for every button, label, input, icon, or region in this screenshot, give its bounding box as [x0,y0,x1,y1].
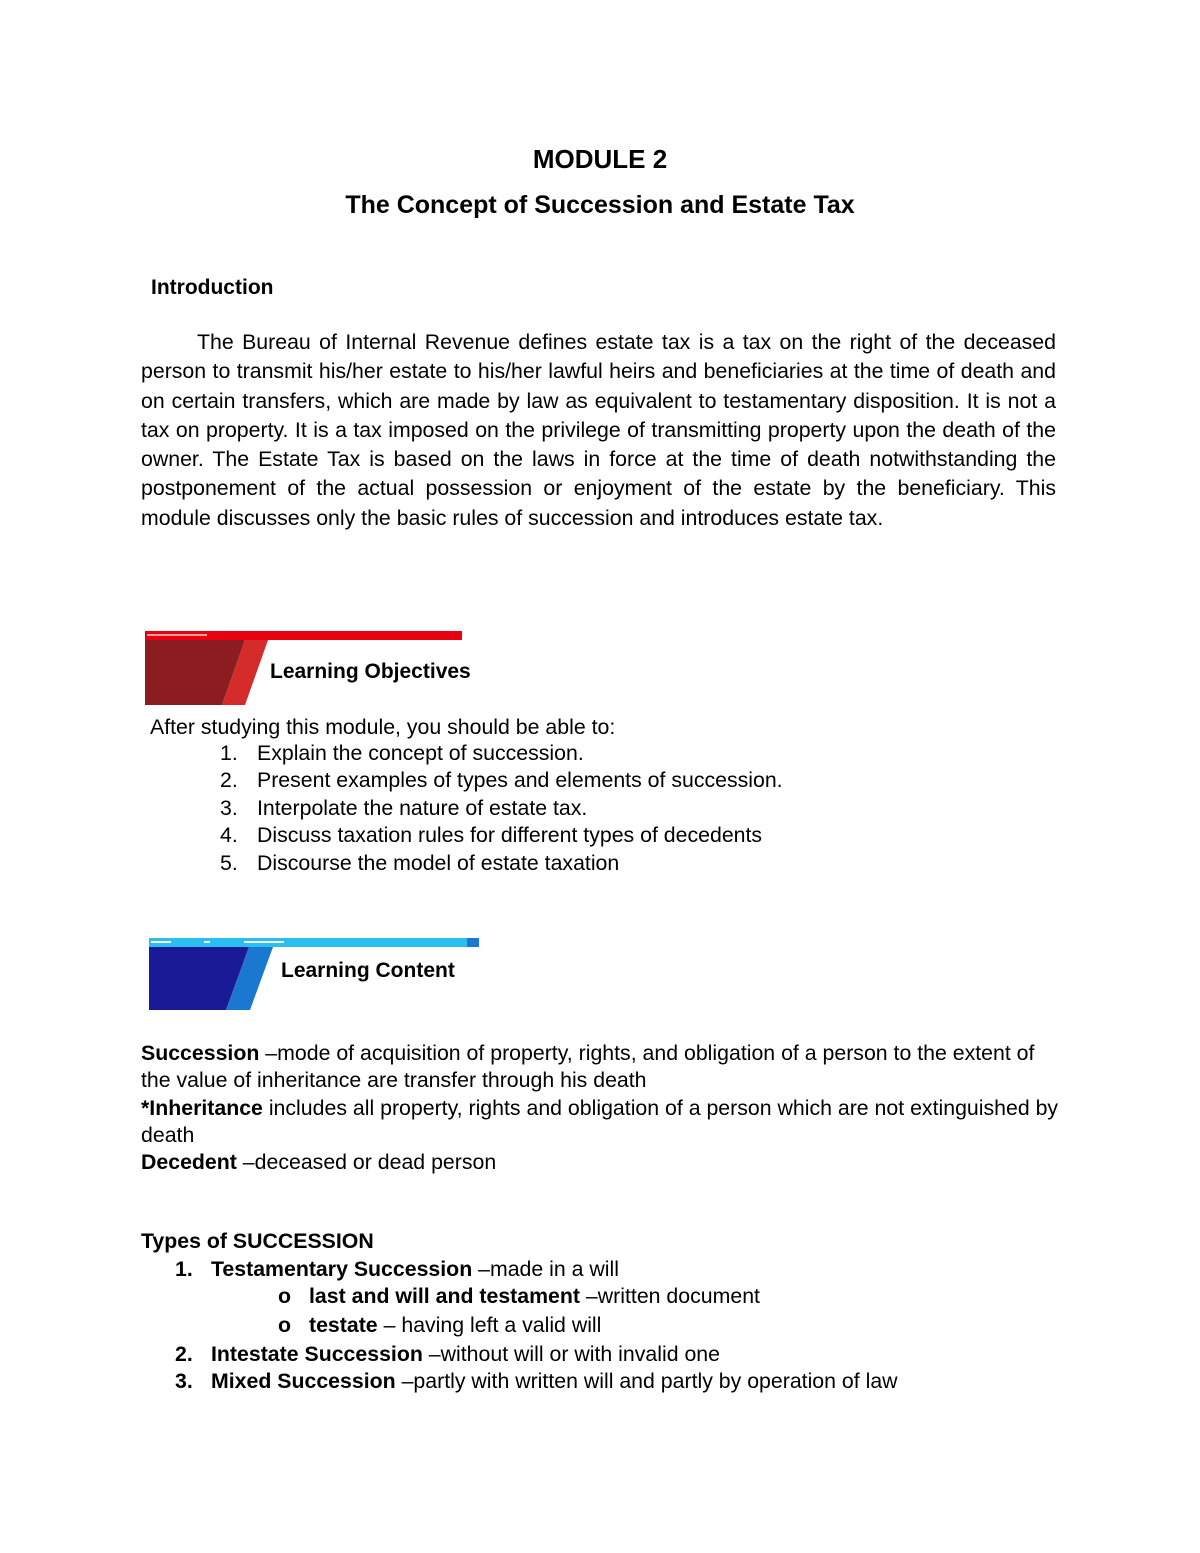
banner-top-bar [149,938,479,947]
objective-number: 3. [220,795,238,820]
types-heading-text: Types of SUCCESSION [141,1229,374,1253]
banner-highlight [244,941,284,943]
objective-item [220,850,783,877]
type-item [175,1369,898,1394]
type-item [175,1342,720,1367]
sub-item-term: testate [309,1313,378,1337]
type-text: made in a will [489,1257,619,1281]
definition-term: Decedent [141,1150,237,1174]
type-text: partly with written will and partly by operation of law [413,1369,898,1393]
objectives-list [220,740,783,877]
definition-term: *Inheritance [141,1096,263,1120]
definition-inheritance [141,1095,1061,1149]
objective-number: 5. [220,850,238,875]
module-number: MODULE 2 [532,144,668,174]
types-heading [141,1229,374,1254]
objective-number: 2. [220,768,238,793]
objective-number: 1. [220,741,238,765]
objectives-intro: After studying this module, you should be able to: [150,715,616,739]
sub-item-term: last and will and testament [309,1284,581,1308]
learning-content-title: Learning Content [281,959,455,982]
objective-item [220,767,783,794]
definition-separator: – [236,1150,255,1174]
introduction-paragraph: The Bureau of Internal Revenue defines estate tax is a tax on the right of the deceased person to transmit his/her estate to his/her lawful heirs and beneficiaries at the time of death and on certain transfers, which are made by law as equivalent to testamentary disposition. It is not a tax on property. It is a tax imposed on the privilege of transmitting property upon the death of the owner. The Estate Tax is based on the laws in force at the time of death notwithstanding the postponement of the actual possession or enjoyment of the estate by the beneficiary. This module discusses only the basic rules of succession and introduces estate tax. [141,330,1056,530]
type-separator: – [395,1369,414,1393]
type-number: 3. [175,1369,193,1393]
type-number: 2. [175,1342,193,1366]
introduction-heading: Introduction [151,276,274,299]
objective-item [220,822,783,849]
sub-item-separator: – [580,1284,598,1308]
type-term: Mixed Succession [211,1369,396,1393]
objective-text: Interpolate the nature of estate tax. [257,795,588,820]
banner-highlight [204,941,210,943]
banner-bar-end [467,938,479,947]
sub-item-text: having left a valid will [401,1313,602,1337]
objective-number: 4. [220,823,238,848]
objective-text: Explain the concept of succession. [257,741,584,765]
type-separator: – [472,1257,490,1281]
bullet-icon: o [278,1313,292,1337]
definition-succession [141,1040,1061,1094]
definition-term: Succession [141,1041,260,1065]
objective-text: Present examples of types and elements of succession. [257,768,783,793]
definition-separator: – [259,1041,278,1065]
sub-item [278,1313,601,1338]
document-title: The Concept of Succession and Estate Tax [345,191,855,219]
banner-highlight [151,941,171,943]
objective-item [220,740,783,767]
objective-item [220,795,783,822]
type-separator: – [422,1342,441,1366]
type-text: without will or with invalid one [440,1342,720,1366]
definition-text: mode of acquisition of property, rights, and obligation of a person to the extent of the value of inheritance are transfer through his death [141,1041,1035,1092]
sub-item [278,1284,760,1309]
sub-item-separator: – [377,1313,402,1337]
objective-text: Discuss taxation rules for different types of decedents [257,823,763,848]
type-term: Intestate Succession [211,1342,423,1366]
definition-text: deceased or dead person [254,1150,497,1174]
type-item [175,1257,619,1282]
objective-text: Discourse the model of estate taxation [257,850,620,875]
definition-text: includes all property, rights and obligation of a person which are not extinguished by death [141,1096,1059,1147]
definition-decedent [141,1149,1061,1176]
type-number: 1. [175,1257,193,1281]
learning-objectives-title: Learning Objectives [270,660,471,683]
sub-item-text: written document [597,1284,760,1308]
bullet-icon: o [278,1284,292,1308]
type-term: Testamentary Succession [211,1257,473,1281]
banner-highlight [147,634,207,636]
